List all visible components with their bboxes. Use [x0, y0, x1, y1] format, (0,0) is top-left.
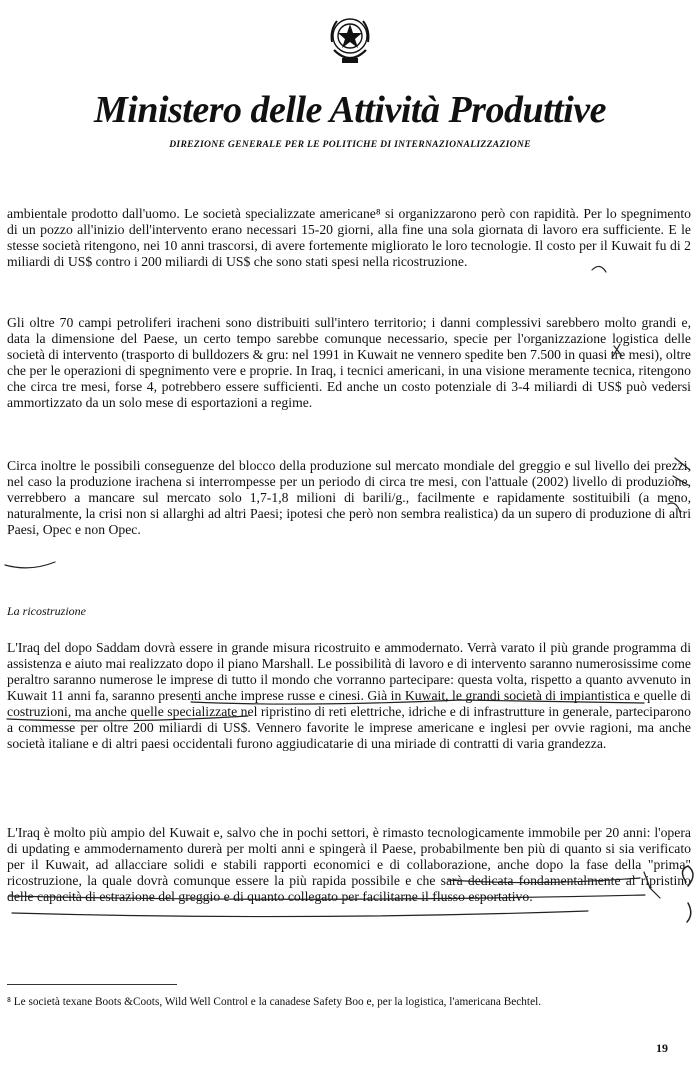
- paragraph-text: Circa inoltre le possibili conseguenze del blocco della produzione sul mercato mondiale del greggio e sul livello dei prezzi, nel caso la produzione irachena si interrompesse per un periodo di circa tre mesi, con l'attuale (2002) livello di produzione, verrebbero a mancare sul mercato solo 1,7-1,8 milioni di barili/g., facilmente e rapidamente sostituibili (a meno, naturalmente, la crisi non si allarghi ad altri Paesi; ipotesi che però non sembra realistica) da un supero di produzione di altri Paesi, Opec e non Opec.: [7, 458, 691, 537]
- footnote: ⁸ Le società texane Boots &Coots, Wild Well Control e la canadese Safety Boo e, per la logistica, l'americana Bechtel.: [7, 996, 542, 1008]
- footnote-divider: [7, 984, 177, 985]
- italian-republic-emblem-icon: [327, 12, 373, 68]
- ministry-title: Ministero delle Attività Produttive: [93, 89, 606, 131]
- department-subtitle: DIREZIONE GENERALE PER LE POLITICHE DI INTERNAZIONALIZZAZIONE: [169, 139, 531, 150]
- paragraph-text: ambientale prodotto dall'uomo. Le società specializzate americane⁸ si organizzarono però con rapidità. Per lo spegnimento di un pozzo all'inizio dell'intervento erano necessari 15-20 giorni, alla fine una sola giornata di lavoro era sufficiente. E le stesse società ritengono, nei 10 anni trascorsi, di avere fortemente migliorato le loro tecnologie. Il costo per il Kuwait fu di 2 miliardi di US$ contro i 200 miliardi di US$ che sono stati spesi nella ricostruzione.: [7, 206, 691, 269]
- paragraph: [7, 206, 691, 270]
- paragraph: [7, 640, 691, 752]
- paragraph-text: L'Iraq è molto più ampio del Kuwait e, salvo che in pochi settori, è rimasto tecnologicamente immobile per 20 anni: l'opera di updating e ammodernamento durerà per molti anni e spingerà il Paese, probabilmente ben più di quanto si sia verificato per il Kuwait, ad allacciare solidi e stabili rapporti economici e di collaborazione, anche dopo la fase della "prima" ricostruzione, la quale dovrà comunque essere la più rapida possibile e che sarà dedicata fondamentalmente al ripristino delle capacità di estrazione del greggio e di quanto collegato per facilitarne il flusso esportativo.: [7, 825, 691, 904]
- paragraph-text: Gli oltre 70 campi petroliferi iracheni sono distribuiti sull'intero territorio; i danni complessivi sarebbero molto grandi e, data la dimensione del Paese, un certo tempo sarebbe comunque necessario, specie per l'organizzazione logistica delle società di intervento (trasporto di bulldozers & gru: nel 1991 in Kuwait ne vennero spedite ben 7.500 in quasi tre mesi), oltre che per le operazioni di spegnimento vere e proprie. In Iraq, i tecnici americani, in una visione meramente tecnica, ritengono che circa tre mesi, forse 4, potrebbero essere sufficienti. Ed anche un costo potenziale di 3-4 miliardi di US$ può vedersi ammortizzato da un solo mese di esportazioni a regime.: [7, 315, 691, 410]
- paragraph: [7, 315, 691, 411]
- paragraph-text: L'Iraq del dopo Saddam dovrà essere in grande misura ricostruito e ammodernato. Verrà varato il più grande programma di assistenza e aiuto mai realizzato dopo il piano Marshall. Le possibilità di lavoro e di intervento saranno numerosissime come peraltro saranno numerose le imprese di tutto il mondo che vorranno parteciparе: questa volta, rispetto a quanto avvenuto in Kuwait 11 anni fa, saranno presenti anche imprese russe e cinesi. Già in Kuwait, le grandi società di impiantistica e quelle di costruzioni, ma anche quelle specializzate nel ripristino di reti elettriche, idriche e di infrastrutture in generale, parteciparono a commesse per oltre 200 miliardi di US$. Vennero favorite le imprese americane e inglesi per ovvie ragioni, ma anche società italiane e di altri paesi occidentali furono aggiudicatarie di una miriade di contratti di varia grandezza.: [7, 640, 691, 751]
- page-number: 19: [656, 1041, 668, 1055]
- section-title: La ricostruzione: [7, 604, 87, 618]
- paragraph: [7, 458, 691, 538]
- paragraph: [7, 825, 691, 905]
